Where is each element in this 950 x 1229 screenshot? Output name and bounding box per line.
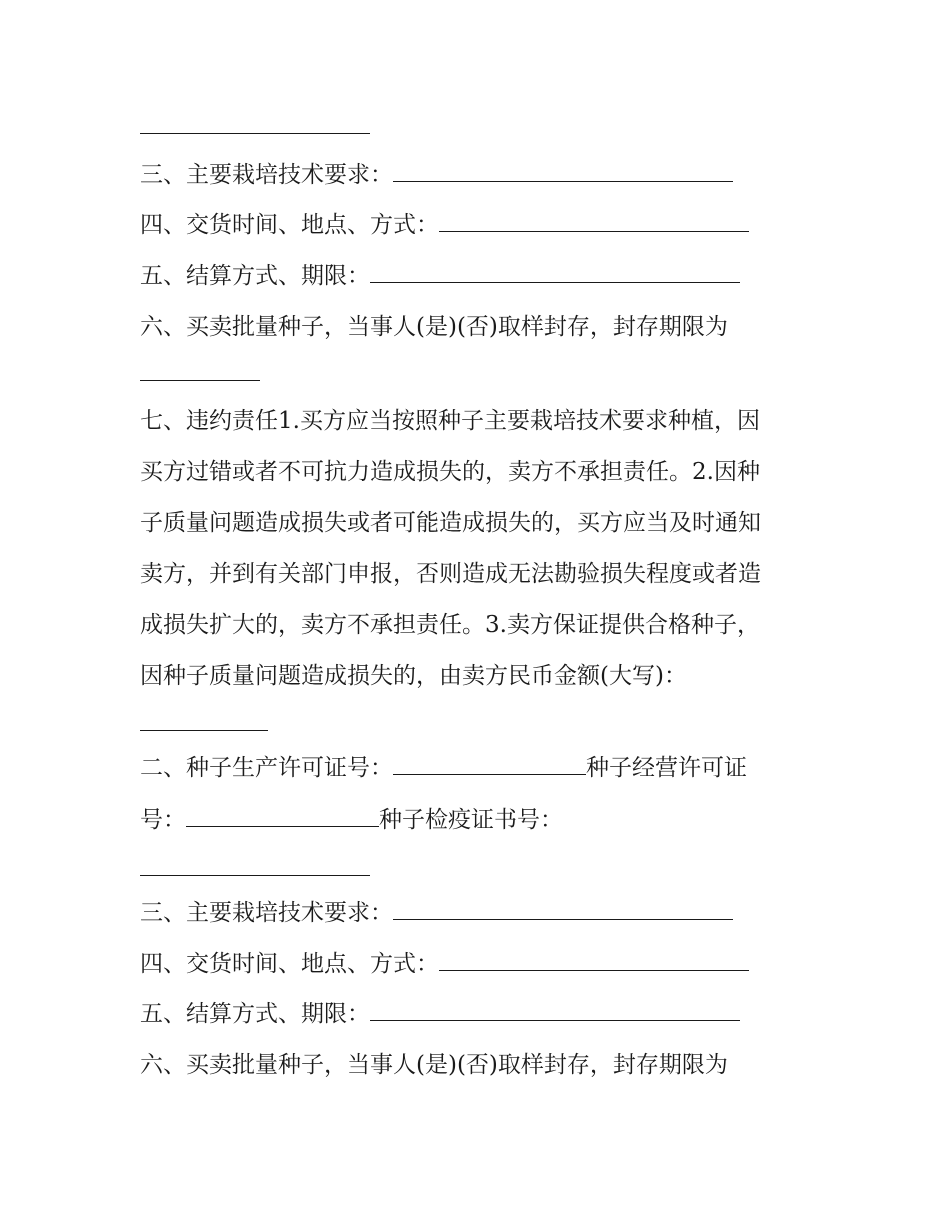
clause-4-line [140, 208, 749, 242]
clause-2-line-1 [140, 751, 747, 785]
clause-7-text-4: 卖方，并到有关部门申报，否则造成无法勘验损失程度或者造 [140, 561, 761, 587]
blank-field [370, 1000, 740, 1021]
blank-line [140, 730, 268, 731]
clause-7-text-5: 成损失扩大的，卖方不承担责任。3.卖方保证提供合格种子， [140, 612, 760, 638]
clause-5-text: 五、结算方式、期限： [140, 263, 370, 289]
clause-2-text-a: 二、种子生产许可证号： [140, 755, 393, 781]
clause-4b-line [140, 947, 749, 981]
clause-5b-line [140, 997, 740, 1031]
clause-7-line-2 [140, 455, 810, 489]
clause-3-line [140, 158, 733, 192]
clause-4-text: 四、交货时间、地点、方式： [140, 212, 439, 238]
clause-6-text: 六、买卖批量种子，当事人(是)(否)取样封存，封存期限为 [140, 314, 728, 340]
clause-2-text-c: 号： [140, 807, 186, 833]
clause-7-line-1 [140, 404, 810, 438]
clause-4b-text: 四、交货时间、地点、方式： [140, 951, 439, 977]
clause-7-line-5 [140, 608, 810, 642]
blank-field [186, 806, 379, 827]
blank-field [439, 211, 749, 232]
clause-5b-text: 五、结算方式、期限： [140, 1001, 370, 1027]
blank-line [140, 875, 370, 876]
clause-7-text-2: 买方过错或者不可抗力造成损失的，卖方不承担责任。2.因种 [140, 459, 760, 485]
clause-3b-text: 三、主要栽培技术要求： [140, 900, 393, 926]
clause-7-text-6: 因种子质量问题造成损失的，由卖方民币金额(大写)： [140, 663, 687, 689]
clause-7-line-6 [140, 659, 687, 693]
clause-2-line-2 [140, 803, 563, 837]
blank-field [439, 950, 749, 971]
blank-field [393, 161, 733, 182]
clause-3b-line [140, 896, 733, 930]
clause-7-text-1: 七、违约责任1.买方应当按照种子主要栽培技术要求种植，因 [140, 408, 760, 434]
clause-7-text-3: 子质量问题造成损失或者可能造成损失的，买方应当及时通知 [140, 510, 761, 536]
clause-2-text-b: 种子经营许可证 [586, 755, 747, 781]
blank-field [393, 754, 586, 775]
clause-7-line-4 [140, 557, 810, 591]
clause-6b-text: 六、买卖批量种子，当事人(是)(否)取样封存，封存期限为 [140, 1052, 728, 1078]
clause-5-line [140, 259, 740, 293]
clause-7-line-3 [140, 506, 810, 540]
clause-2-text-d: 种子检疫证书号： [379, 807, 563, 833]
blank-field [370, 262, 740, 283]
blank-field [393, 899, 733, 920]
clause-3-text: 三、主要栽培技术要求： [140, 162, 393, 188]
blank-line [140, 133, 370, 134]
blank-line [140, 380, 260, 381]
clause-6-line [140, 310, 810, 344]
clause-6b-line [140, 1048, 810, 1082]
